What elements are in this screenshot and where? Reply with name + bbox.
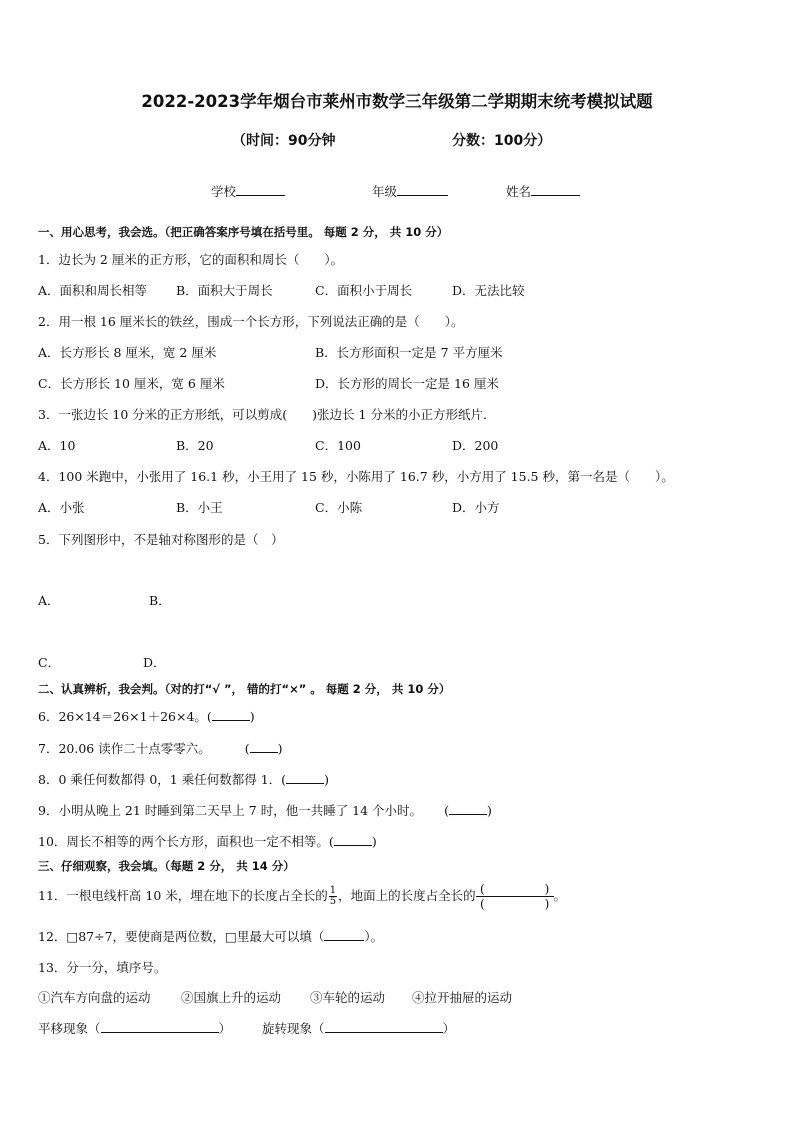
question-13-translate	[38, 1019, 231, 1037]
question-3-option-d[interactable]: D．200	[452, 438, 499, 453]
question-1-option-a[interactable]: A．面积和周长相等	[38, 283, 148, 298]
grade-field	[372, 182, 448, 200]
question-1-option-d[interactable]: D．无法比较	[452, 283, 525, 298]
section-3-heading: 三、仔细观察，我会填。（每题 2 分， 共 14 分）	[38, 859, 295, 873]
section-1-heading: 一、用心思考，我会选。（把正确答案序号填在括号里。 每题 2 分， 共 10 分）	[38, 225, 449, 239]
question-7-answer-blank[interactable]	[250, 740, 278, 753]
question-11	[38, 882, 566, 911]
question-10-text: 10．周长不相等的两个长方形，面积也一定不相等。	[38, 834, 329, 849]
question-7-text: 7．20.06 读作二十点零零六。	[38, 741, 211, 756]
question-4-option-b[interactable]: B．小王	[176, 500, 223, 515]
question-12-answer-blank[interactable]	[324, 928, 364, 941]
school-field	[211, 182, 285, 200]
question-2-option-d[interactable]: D．长方形的周长一定是 16 厘米	[315, 376, 499, 391]
question-8: 8．0 乘任何数都得 0，1 乘任何数都得 1．( )	[38, 772, 329, 787]
question-10: 10．周长不相等的两个长方形，面积也一定不相等。( )	[38, 834, 377, 849]
section-2-heading: 二、认真辨析，我会判。（对的打“√ ”， 错的打“×” 。 每题 2 分， 共 10 分）	[38, 682, 451, 696]
question-12	[38, 927, 383, 945]
name-blank[interactable]	[531, 183, 580, 196]
question-3-option-a[interactable]: A．10	[38, 438, 76, 453]
question-11-text-2: ，地面上的长度占全长的	[338, 888, 476, 903]
question-6-answer-blank[interactable]	[212, 708, 250, 721]
question-13-option-3: ③车轮的运动	[310, 990, 386, 1005]
question-13-rotate	[262, 1019, 455, 1037]
question-3-stem: 3．一张边长 10 分米的正方形纸，可以剪成( )张边长 1 分米的小正方形纸片．	[38, 407, 496, 422]
translate-close-paren: ）	[218, 1021, 232, 1036]
rotate-answer-blank[interactable]	[325, 1020, 443, 1033]
question-1-option-c[interactable]: C．面积小于周长	[315, 283, 413, 298]
question-1-option-b[interactable]: B．面积大于周长	[176, 283, 273, 298]
question-13-option-2: ②国旗上升的运动	[181, 990, 282, 1005]
question-13-stem: 13．分一分，填序号。	[38, 960, 167, 975]
question-7: 7．20.06 读作二十点零零六。 ( )	[38, 741, 283, 756]
question-4-stem: 4．100 米跑中，小张用了 16.1 秒，小王用了 15 秒，小陈用了 16.7 秒，小方用了 15.5 秒，第一名是（ ）。	[38, 469, 674, 484]
exam-score: 分数：100分）	[452, 133, 552, 149]
question-5-option-b[interactable]: B．	[149, 593, 171, 608]
question-10-answer-blank[interactable]	[334, 833, 372, 846]
question-12-text-2: ）。	[364, 929, 384, 944]
question-11-end: 。	[553, 888, 567, 903]
page-title: 2022-2023学年烟台市莱州市数学三年级第二学期期末统考模拟试题	[141, 92, 653, 111]
question-4-option-c[interactable]: C．小陈	[315, 500, 363, 515]
question-8-text: 8．0 乘任何数都得 0，1 乘任何数都得 1．	[38, 772, 282, 787]
question-5-option-a[interactable]: A．	[38, 593, 60, 608]
question-2-stem: 2．用一根 16 厘米长的铁丝，围成一个长方形，下列说法正确的是（ ）。	[38, 314, 464, 329]
question-13-option-4: ④拉开抽屉的运动	[412, 990, 513, 1005]
exam-time: （时间：90分钟	[232, 133, 336, 149]
fraction-numerator: 1	[329, 885, 337, 896]
question-4-option-d[interactable]: D．小方	[452, 500, 500, 515]
question-9-answer-blank[interactable]	[449, 802, 487, 815]
school-blank[interactable]	[236, 183, 285, 196]
question-5-option-d[interactable]: D．	[143, 655, 166, 670]
translate-answer-blank[interactable]	[101, 1020, 219, 1033]
question-5-option-c[interactable]: C．	[38, 655, 61, 670]
question-8-answer-blank[interactable]	[286, 771, 324, 784]
grade-label: 年级	[372, 184, 398, 199]
question-2-option-a[interactable]: A．长方形长 8 厘米，宽 2 厘米	[38, 345, 217, 360]
rotate-close-paren: ）	[442, 1021, 456, 1036]
question-1-stem: 1．边长为 2 厘米的正方形，它的面积和周长（ ）。	[38, 252, 344, 267]
school-label: 学校	[211, 184, 237, 199]
question-13-option-1: ①汽车方向盘的运动	[38, 990, 151, 1005]
question-9: 9．小明从晚上 21 时睡到第二天早上 7 时，他一共睡了 14 个小时。 ( )	[38, 803, 492, 818]
grade-blank[interactable]	[397, 183, 448, 196]
question-4-option-a[interactable]: A．小张	[38, 500, 85, 515]
question-6: 6．26×14＝26×1＋26×4。( )	[38, 709, 255, 724]
rotate-label: 旋转现象（	[262, 1021, 325, 1036]
question-9-text: 9．小明从晚上 21 时睡到第二天早上 7 时，他一共睡了 14 个小时。	[38, 803, 423, 818]
question-2-option-c[interactable]: C．长方形长 10 厘米，宽 6 厘米	[38, 376, 225, 391]
question-11-text-1: 11．一根电线杆高 10 米，埋在地下的长度占全长的	[38, 888, 328, 903]
translate-label: 平移现象（	[38, 1021, 101, 1036]
fraction-one-fifth	[329, 886, 337, 907]
question-5-stem: 5．下列图形中，不是轴对称图形的是（ ）	[38, 532, 284, 547]
question-3-option-b[interactable]: B．20	[176, 438, 214, 453]
question-3-option-c[interactable]: C．100	[315, 438, 361, 453]
question-12-text-1: 12．□87÷7，要使商是两位数，□里最大可以填（	[38, 929, 325, 944]
question-6-text: 6．26×14＝26×1＋26×4。	[38, 709, 207, 724]
name-label: 姓名	[506, 184, 532, 199]
answer-fraction-blank[interactable]: ( ) ( )	[476, 882, 554, 911]
question-2-option-b[interactable]: B．长方形面积一定是 7 平方厘米	[315, 345, 503, 360]
name-field	[506, 182, 580, 200]
fraction-denominator: 5	[329, 896, 337, 907]
